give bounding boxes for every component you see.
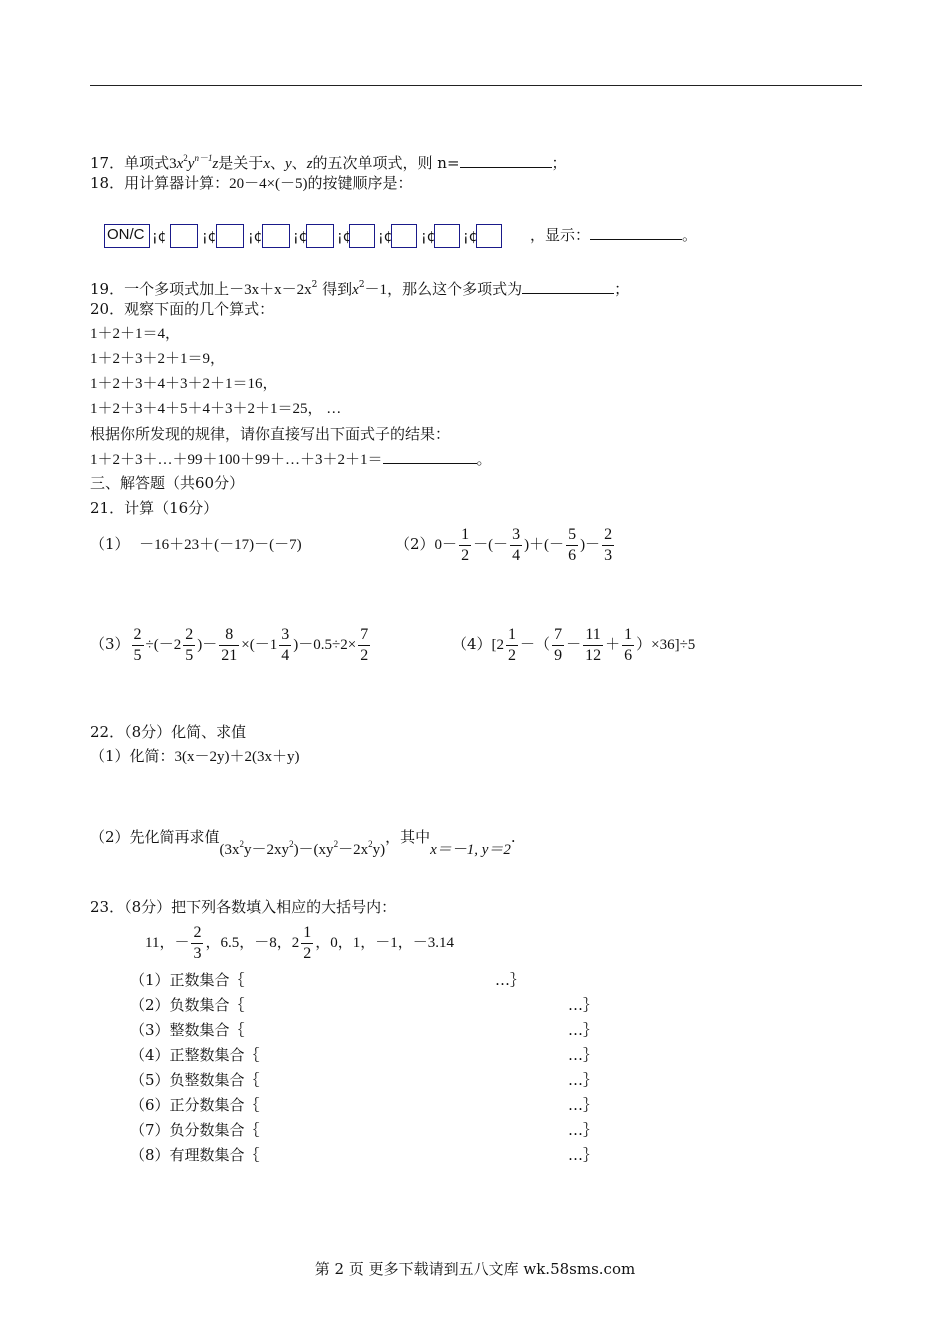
answer-blank-20	[383, 449, 477, 464]
question-20-instruction: 根据你所发现的规律，请你直接写出下面式子的结果：	[90, 425, 451, 443]
fraction: $\frac{7}{9}$	[554, 625, 563, 664]
q21-part-4: （4）[2 $\frac{1}{2}$ －（ $\frac{7}{9}$ － $\frac{11}{12}$ ＋ $\frac{1}{6}$ ）×36]÷5	[452, 625, 696, 664]
set-row-integer: （3）整数集合｛	[130, 1021, 245, 1039]
key-box-empty	[262, 224, 290, 248]
set-close: …｝	[568, 1146, 599, 1164]
question-20-title: 20．观察下面的几个算式：	[90, 300, 275, 318]
q23-numbers: 11，－ $\frac{2}{3}$ ，6.5，－8，2 $\frac{1}{2}$ ，0，1，－1，－3.14	[145, 923, 454, 962]
key-separator: ¡¢	[152, 229, 167, 245]
header-rule	[90, 85, 862, 86]
pattern-line-3: 1＋2＋3＋4＋3＋2＋1＝16，	[90, 376, 278, 392]
set-row-negative-fraction: （7）负分数集合｛	[130, 1121, 260, 1139]
set-close: …｝	[568, 996, 599, 1014]
fraction: $\frac{11}{12}$	[585, 625, 602, 664]
set-row-negative-integer: （5）负整数集合｛	[130, 1071, 260, 1089]
key-box-empty	[476, 224, 502, 248]
answer-blank-19	[522, 279, 614, 294]
fraction: $\frac{3}{4}$	[281, 625, 290, 664]
fraction: $\frac{1}{2}$	[508, 625, 517, 664]
key-box-empty	[306, 224, 334, 248]
question-23-title: 23．（8分）把下列各数填入相应的大括号内：	[90, 898, 397, 916]
set-close: …｝	[568, 1071, 599, 1089]
set-row-positive-integer: （4）正整数集合｛	[130, 1046, 260, 1064]
set-close: …｝	[568, 1121, 599, 1139]
question-18: 18．用计算器计算：20－4×(－5)的按键顺序是：	[90, 174, 413, 192]
fraction: $\frac{1}{2}$	[461, 525, 470, 564]
set-close: …｝	[568, 1096, 599, 1114]
set-close: …｝	[568, 1021, 599, 1039]
key-separator: ¡¢	[463, 229, 478, 245]
fraction: $\frac{5}{6}$	[568, 525, 577, 564]
fraction: $\frac{1}{6}$	[624, 625, 633, 664]
set-close: …｝	[568, 1046, 599, 1064]
set-close: …｝	[495, 971, 526, 989]
answer-blank-17	[460, 153, 552, 168]
question-17: 17．单项式$3x^2y^{n-1}z$是关于x、y、z的五次单项式，则 n= ；	[90, 153, 567, 172]
set-row-rational: （8）有理数集合｛	[130, 1146, 260, 1164]
ellipsis: …	[326, 401, 342, 417]
key-separator: ¡¢	[293, 229, 308, 245]
answer-blank-18	[590, 225, 682, 240]
fraction: $\frac{2}{3}$	[604, 525, 613, 564]
fraction: $\frac{2}{5}$	[185, 625, 194, 664]
pattern-line-1: 1＋2＋1＝4，	[90, 326, 181, 342]
key-separator: ¡¢	[337, 229, 352, 245]
question-21-title: 21．计算（16分）	[90, 499, 219, 517]
set-row-positive: （1）正数集合｛	[130, 971, 245, 989]
fraction: $\frac{3}{4}$	[512, 525, 521, 564]
pattern-line-2: 1＋2＋3＋2＋1＝9，	[90, 351, 226, 367]
q21-part-1: （1） －16＋23＋(－17)－(－7)	[90, 535, 302, 553]
question-19: 19．一个多项式加上$-3x+x-2x^2$ 得到$x^2-1$，那么这个多项式为 ；	[90, 280, 630, 298]
key-box-empty	[391, 224, 417, 248]
fraction: $\frac{2}{3}$	[193, 923, 202, 962]
q22-part-1: （1）化简：3(x－2y)＋2(3x＋y)	[90, 747, 300, 765]
q21-part-3: （3） $\frac{2}{5}$ ÷(－2 $\frac{2}{5}$ )－ $\frac{8}{21}$ ×(－1 $\frac{3}{4}$ )－0.5÷2× $\frac{7}{2}$	[90, 625, 369, 664]
fraction: $\frac{1}{2}$	[303, 923, 312, 962]
key-separator: ¡¢	[378, 229, 393, 245]
fraction: $\frac{8}{21}$	[221, 625, 238, 664]
page-footer: 第 2 页 更多下载请到五八文库 wk.58sms.com	[314, 1260, 636, 1278]
key-separator: ¡¢	[248, 229, 263, 245]
section-heading: 三、解答题（共60分）	[90, 474, 245, 492]
key-box-empty	[349, 224, 375, 248]
key-label-on-c: ON/C	[107, 226, 145, 243]
question-22-title: 22．（8分）化简、求值	[90, 723, 247, 741]
q21-part-2: （2）0－ $\frac{1}{2}$ －(－ $\frac{3}{4}$ )＋(－ $\frac{5}{6}$ )－ $\frac{2}{3}$	[395, 525, 613, 564]
display-label: ，显示： 。	[530, 226, 698, 244]
key-separator: ¡¢	[421, 229, 436, 245]
key-box-empty	[434, 224, 460, 248]
question-20-final: 1＋2＋3＋…＋99＋100＋99＋…＋3＋2＋1＝ 。	[90, 449, 492, 470]
set-row-positive-fraction: （6）正分数集合｛	[130, 1096, 260, 1114]
set-row-negative: （2）负数集合｛	[130, 996, 245, 1014]
q22-part-2: （2）先化简再求值$(3x^2y-2xy^2)-(xy^2-2x^2y)$，其中x＝－1, y＝2.	[90, 828, 516, 858]
fraction: $\frac{2}{5}$	[133, 625, 142, 664]
key-separator: ¡¢	[202, 229, 217, 245]
key-box-empty	[170, 224, 198, 248]
fraction: $\frac{7}{2}$	[360, 625, 369, 664]
pattern-line-4: 1＋2＋3＋4＋5＋4＋3＋2＋1＝25， …	[90, 401, 342, 417]
key-box-empty	[216, 224, 244, 248]
